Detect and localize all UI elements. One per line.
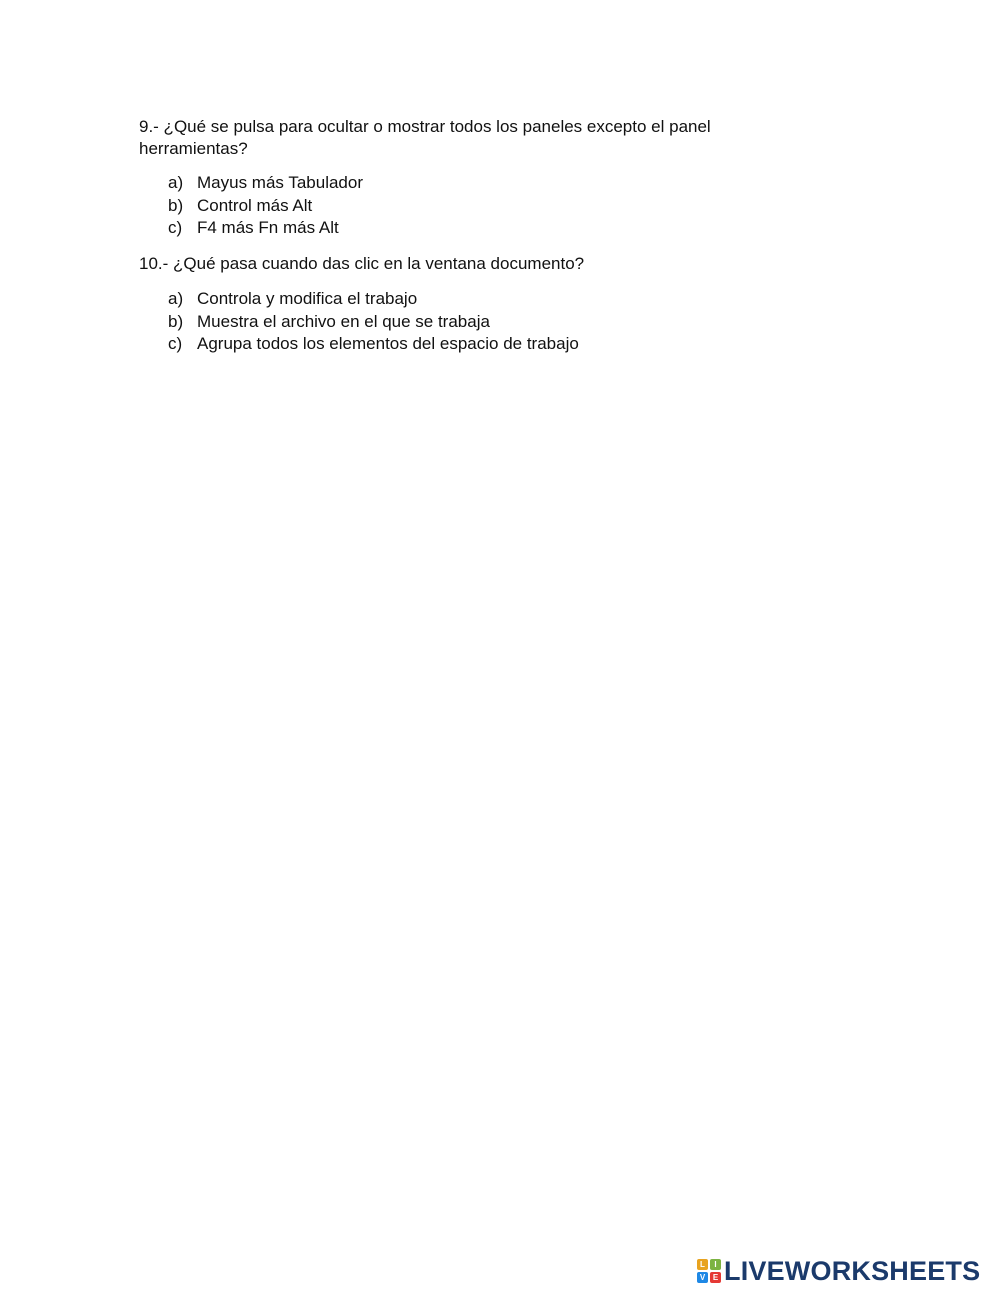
logo-tile-e: E: [710, 1272, 721, 1283]
option-letter: b): [168, 195, 184, 215]
question-9-option-c[interactable]: [168, 217, 363, 240]
option-text: F4 más Fn más Alt: [197, 218, 339, 237]
liveworksheets-logo-icon: [697, 1259, 721, 1283]
question-9-text: 9.- ¿Qué se pulsa para ocultar o mostrar todos los paneles excepto el panel herramientas?: [139, 117, 711, 158]
option-letter: a): [168, 173, 184, 192]
question-10-text: 10.- ¿Qué pasa cuando das clic en la ventana documento?: [139, 254, 585, 273]
logo-tile-i: I: [710, 1259, 721, 1270]
option-letter: c): [168, 218, 183, 237]
logo-tile-l: L: [697, 1259, 708, 1270]
question-9-option-b[interactable]: [168, 195, 363, 218]
question-10-option-a[interactable]: [168, 288, 579, 311]
question-9-options: [168, 172, 363, 240]
liveworksheets-brand[interactable]: [697, 1255, 981, 1286]
question-10-option-c[interactable]: [168, 333, 579, 356]
option-text: Controla y modifica el trabajo: [197, 289, 418, 308]
option-letter: a): [168, 289, 184, 308]
option-text: Mayus más Tabulador: [197, 173, 363, 192]
brand-name: LIVEWORKSHEETS: [724, 1255, 981, 1286]
option-text: Control más Alt: [197, 195, 313, 215]
option-text: Agrupa todos los elementos del espacio de trabajo: [197, 334, 579, 353]
logo-tile-v: V: [697, 1272, 708, 1283]
question-10-options: [168, 288, 579, 356]
option-letter: c): [168, 334, 183, 353]
option-text: Muestra el archivo en el que se trabaja: [197, 311, 490, 331]
question-9-option-a[interactable]: [168, 172, 363, 195]
question-10-option-b[interactable]: [168, 311, 579, 334]
option-letter: b): [168, 311, 184, 331]
